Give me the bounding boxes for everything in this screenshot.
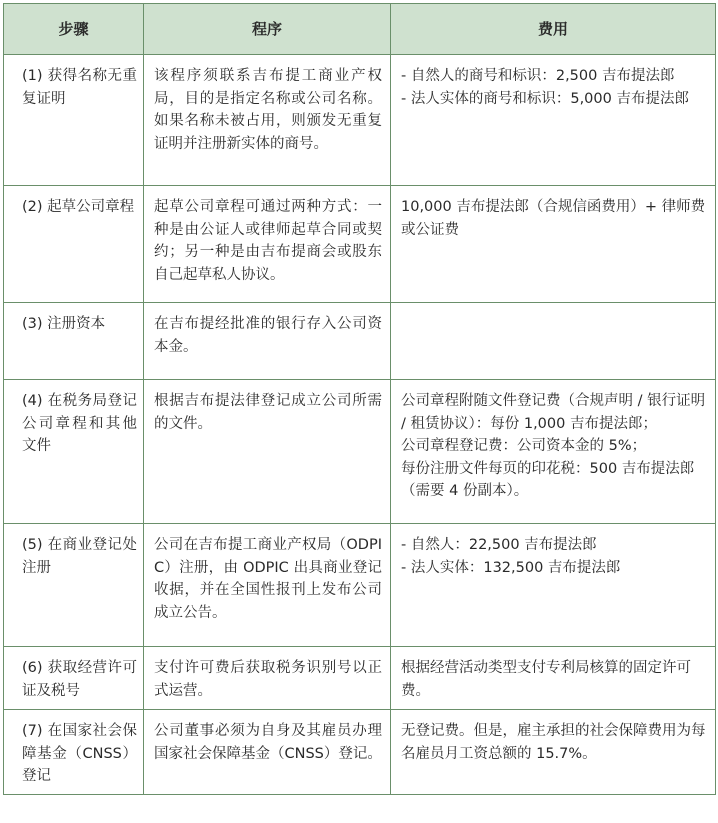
cost-line: - 自然人：22,500 吉布提法郎 xyxy=(401,537,597,553)
cost-cell xyxy=(391,303,716,380)
step-cell: (7) 在国家社会保障基金（CNSS）登记 xyxy=(4,710,144,795)
table-row xyxy=(4,186,716,303)
step-cell: (3) 注册资本 xyxy=(4,303,144,380)
table-row xyxy=(4,55,716,186)
cost-cell xyxy=(391,710,716,795)
cost-cell xyxy=(391,186,716,303)
cost-cell xyxy=(391,55,716,186)
table-row xyxy=(4,647,716,710)
cost-line: - 自然人的商号和标识：2,500 吉布提法郎 xyxy=(401,68,675,84)
cost-line: 无登记费。但是，雇主承担的社会保障费用为每名雇员月工资总额的 15.7%。 xyxy=(401,723,706,762)
cost-line: 根据经营活动类型支付专利局核算的固定许可费。 xyxy=(401,660,691,699)
procedure-cell: 公司董事必须为自身及其雇员办理国家社会保障基金（CNSS）登记。 xyxy=(144,710,391,795)
procedure-cell: 支付许可费后获取税务识别号以正式运营。 xyxy=(144,647,391,710)
procedure-cell: 根据吉布提法律登记成立公司所需的文件。 xyxy=(144,380,391,524)
step-cell: (6) 获取经营许可证及税号 xyxy=(4,647,144,710)
header-step: 步骤 xyxy=(4,4,144,55)
header-procedure: 程序 xyxy=(144,4,391,55)
step-cell: (4) 在税务局登记公司章程和其他文件 xyxy=(4,380,144,524)
step-cell: (5) 在商业登记处注册 xyxy=(4,524,144,647)
cost-line: 公司章程登记费：公司资本金的 5%； xyxy=(401,438,647,454)
header-cost: 费用 xyxy=(391,4,716,55)
step-cell: (1) 获得名称无重复证明 xyxy=(4,55,144,186)
table-header-row xyxy=(4,4,716,55)
table-row xyxy=(4,710,716,795)
procedure-cell: 该程序须联系吉布提工商业产权局，目的是指定名称或公司名称。如果名称未被占用，则颁发无重复证明并注册新实体的商号。 xyxy=(144,55,391,186)
procedure-cell: 公司在吉布提工商业产权局（ODPIC）注册，由 ODPIC 出具商业登记收据，并在全国性报刊上发布公司成立公告。 xyxy=(144,524,391,647)
cost-line: 公司章程附随文件登记费（合规声明 / 银行证明 / 租赁协议）：每份 1,000 吉布提法郎； xyxy=(401,393,706,432)
cost-line: - 法人实体的商号和标识：5,000 吉布提法郎 xyxy=(401,90,689,107)
step-cell: (2) 起草公司章程 xyxy=(4,186,144,303)
cost-line: 10,000 吉布提法郎（合规信函费用）+ 律师费或公证费 xyxy=(401,199,706,238)
procedure-cell: 起草公司章程可通过两种方式：一种是由公证人或律师起草合同或契约；另一种是由吉布提商会或股东自己起草私人协议。 xyxy=(144,186,391,303)
table-row xyxy=(4,380,716,524)
table-row xyxy=(4,524,716,647)
cost-line: 每份注册文件每页的印花税：500 吉布提法郎（需要 4 份副本）。 xyxy=(401,460,695,499)
cost-cell xyxy=(391,380,716,524)
procedure-table xyxy=(3,3,716,795)
cost-line: - 法人实体：132,500 吉布提法郎 xyxy=(401,559,621,576)
procedure-cell: 在吉布提经批准的银行存入公司资本金。 xyxy=(144,303,391,380)
table-row xyxy=(4,303,716,380)
cost-cell xyxy=(391,524,716,647)
cost-cell xyxy=(391,647,716,710)
